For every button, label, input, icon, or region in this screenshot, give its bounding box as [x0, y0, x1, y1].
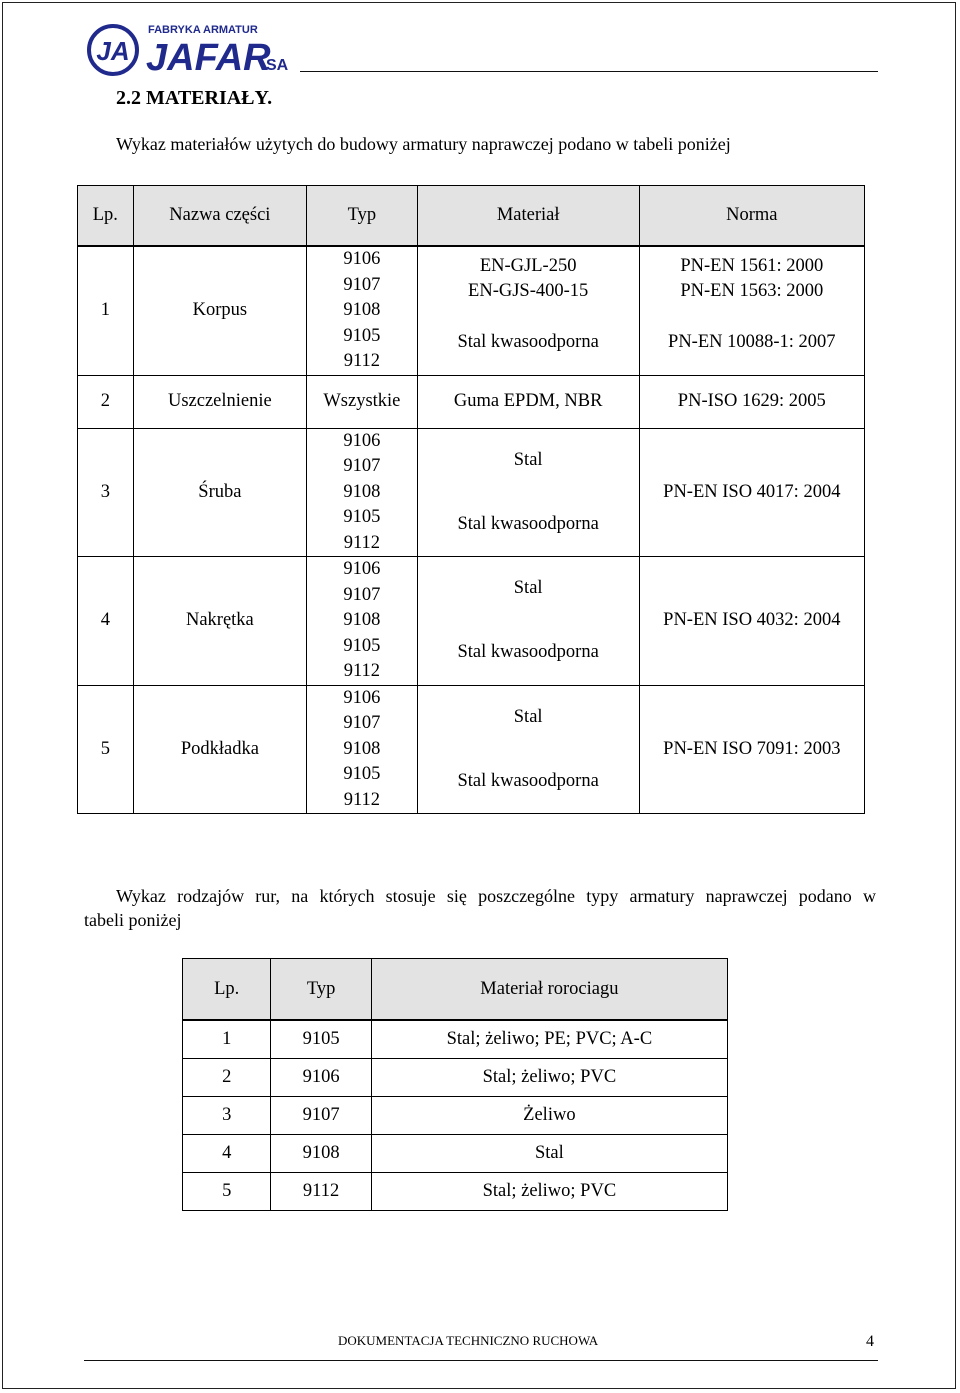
- header-pipe-material: Materiał rorociagu: [371, 959, 727, 1021]
- header-lp: Lp.: [183, 959, 271, 1021]
- table-row: [183, 1020, 728, 1059]
- cell-norm: PN-EN ISO 7091: 2003: [639, 685, 864, 814]
- cell-typ: 9112: [271, 1173, 371, 1211]
- cell-lp: 3: [78, 428, 134, 557]
- footer-text: DOKUMENTACJA TECHNICZNO RUCHOWA: [338, 1333, 599, 1348]
- cell-material: Stal: [417, 557, 639, 621]
- table-row: [78, 685, 865, 749]
- intro-text-1: Wykaz materiałów użytych do budowy armatury naprawczej podano w tabeli poniżej: [116, 134, 731, 154]
- table-row: [78, 428, 865, 492]
- page-number: 4: [866, 1333, 874, 1350]
- cell-typ: 9108: [271, 1135, 371, 1173]
- logo-tagline: FABRYKA ARMATUR: [148, 24, 258, 36]
- cell-norm: PN-EN ISO 4017: 2004: [639, 428, 864, 557]
- cell-typ: 9106 9107 9108 9105 9112: [307, 557, 418, 686]
- cell-name: Śruba: [133, 428, 306, 557]
- table-row: [78, 246, 865, 311]
- footer-rule: [84, 1360, 878, 1361]
- cell-pipe-material: Stal; żeliwo; PVC: [371, 1173, 727, 1211]
- cell-material: Stal kwasoodporna: [417, 621, 639, 685]
- table-row: [183, 1059, 728, 1097]
- intro-text-2: [84, 884, 876, 932]
- svg-text:JA: JA: [96, 36, 130, 66]
- table-row: [78, 375, 865, 428]
- cell-material: Stal kwasoodporna: [417, 749, 639, 813]
- cell-pipe-material: Stal; żeliwo; PE; PVC; A-C: [371, 1020, 727, 1059]
- cell-material: Stal kwasoodporna: [417, 492, 639, 556]
- cell-lp: 1: [183, 1020, 271, 1059]
- cell-lp: 2: [183, 1059, 271, 1097]
- cell-lp: 4: [78, 557, 134, 686]
- company-logo: [86, 20, 306, 80]
- cell-pipe-material: Stal; żeliwo; PVC: [371, 1059, 727, 1097]
- cell-norm: PN-EN 1561: 2000 PN-EN 1563: 2000: [639, 246, 864, 311]
- cell-material: Stal: [417, 685, 639, 749]
- cell-typ: Wszystkie: [307, 375, 418, 428]
- section-title: 2.2 MATERIAŁY.: [116, 87, 273, 109]
- cell-lp: 1: [78, 246, 134, 375]
- pipes-table: [182, 958, 728, 1211]
- cell-lp: 5: [183, 1173, 271, 1211]
- cell-name: Uszczelnienie: [133, 375, 306, 428]
- cell-name: Korpus: [133, 246, 306, 375]
- cell-material: Guma EPDM, NBR: [417, 375, 639, 428]
- table-row: [183, 1173, 728, 1211]
- header-rule: [300, 71, 878, 72]
- header-typ: Typ: [271, 959, 371, 1021]
- cell-lp: 5: [78, 685, 134, 814]
- cell-lp: 2: [78, 375, 134, 428]
- cell-pipe-material: Stal: [371, 1135, 727, 1173]
- cell-lp: 4: [183, 1135, 271, 1173]
- table-row: [183, 1135, 728, 1173]
- cell-typ: 9106: [271, 1059, 371, 1097]
- cell-norm: PN-EN 10088-1: 2007: [639, 311, 864, 375]
- cell-typ: 9105: [271, 1020, 371, 1059]
- header-norm: Norma: [639, 186, 864, 247]
- cell-name: Nakrętka: [133, 557, 306, 686]
- header-material: Materiał: [417, 186, 639, 247]
- cell-lp: 3: [183, 1097, 271, 1135]
- cell-norm: PN-ISO 1629: 2005: [639, 375, 864, 428]
- cell-material: EN-GJL-250 EN-GJS-400-15: [417, 246, 639, 311]
- cell-name: Podkładka: [133, 685, 306, 814]
- header-name: Nazwa części: [133, 186, 306, 247]
- logo-suffix: SA: [266, 57, 289, 74]
- cell-pipe-material: Żeliwo: [371, 1097, 727, 1135]
- intro-2-line1: Wykaz rodzajów rur, na których stosuje się poszczególne typy armatury naprawczej podano w: [116, 886, 876, 906]
- cell-typ: 9106 9107 9108 9105 9112: [307, 685, 418, 814]
- materials-table: [77, 185, 865, 814]
- cell-typ: 9106 9107 9108 9105 9112: [307, 246, 418, 375]
- table-row: [78, 557, 865, 621]
- cell-material: Stal kwasoodporna: [417, 311, 639, 375]
- logo-brand: JAFAR: [146, 37, 271, 79]
- table-row: [183, 1097, 728, 1135]
- cell-typ: 9107: [271, 1097, 371, 1135]
- header-lp: Lp.: [78, 186, 134, 247]
- cell-material: Stal: [417, 428, 639, 492]
- intro-2-line2: tabeli poniżej: [84, 910, 182, 930]
- cell-norm: PN-EN ISO 4032: 2004: [639, 557, 864, 686]
- header-typ: Typ: [307, 186, 418, 247]
- cell-typ: 9106 9107 9108 9105 9112: [307, 428, 418, 557]
